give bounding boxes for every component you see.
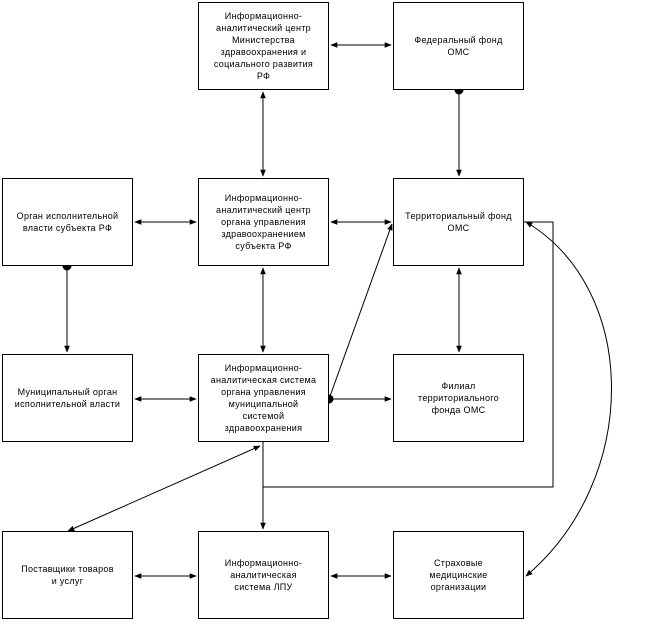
node-label: Информационно- аналитическая система ЛПУ xyxy=(224,558,303,592)
node-label: Информационно- аналитическая система органа управления муниципальной системой здравоохранения xyxy=(210,363,317,433)
node-lpu-system xyxy=(198,531,329,619)
node-municipal-health-system xyxy=(198,354,329,442)
node-subject-health-center xyxy=(198,178,329,266)
node-municipal-executive-body xyxy=(2,354,133,442)
node-label: Страховые медицинские организации xyxy=(429,558,488,592)
connector-tfoms-insurers xyxy=(526,222,612,576)
node-minzdrav-center xyxy=(198,2,329,90)
node-federal-oms-fund xyxy=(393,2,524,90)
node-label: Территориальный фонд ОМС xyxy=(405,211,512,233)
node-suppliers xyxy=(2,531,133,619)
node-insurance-organizations xyxy=(393,531,524,619)
node-tfoms-branch xyxy=(393,354,524,442)
node-subject-executive-body xyxy=(2,178,133,266)
node-label: Информационно- аналитический центр органа управления здравоохранением субъекта РФ xyxy=(216,193,311,251)
node-label: Информационно- аналитический центр Министерства здравоохранения и социального развития РФ xyxy=(213,11,314,81)
connector-suppliers-mun-system xyxy=(68,446,260,531)
node-label: Поставщики товаров и услуг xyxy=(21,564,114,586)
connector-mun-system-tfoms xyxy=(329,224,392,399)
node-label: Орган исполнительной власти субъекта РФ xyxy=(16,211,119,233)
node-label: Муниципальный орган исполнительной власти xyxy=(14,387,121,409)
node-label: Филиал территориального фонда ОМС xyxy=(418,381,499,415)
node-territorial-oms-fund xyxy=(393,178,524,266)
node-label: Федеральный фонд ОМС xyxy=(414,35,503,57)
